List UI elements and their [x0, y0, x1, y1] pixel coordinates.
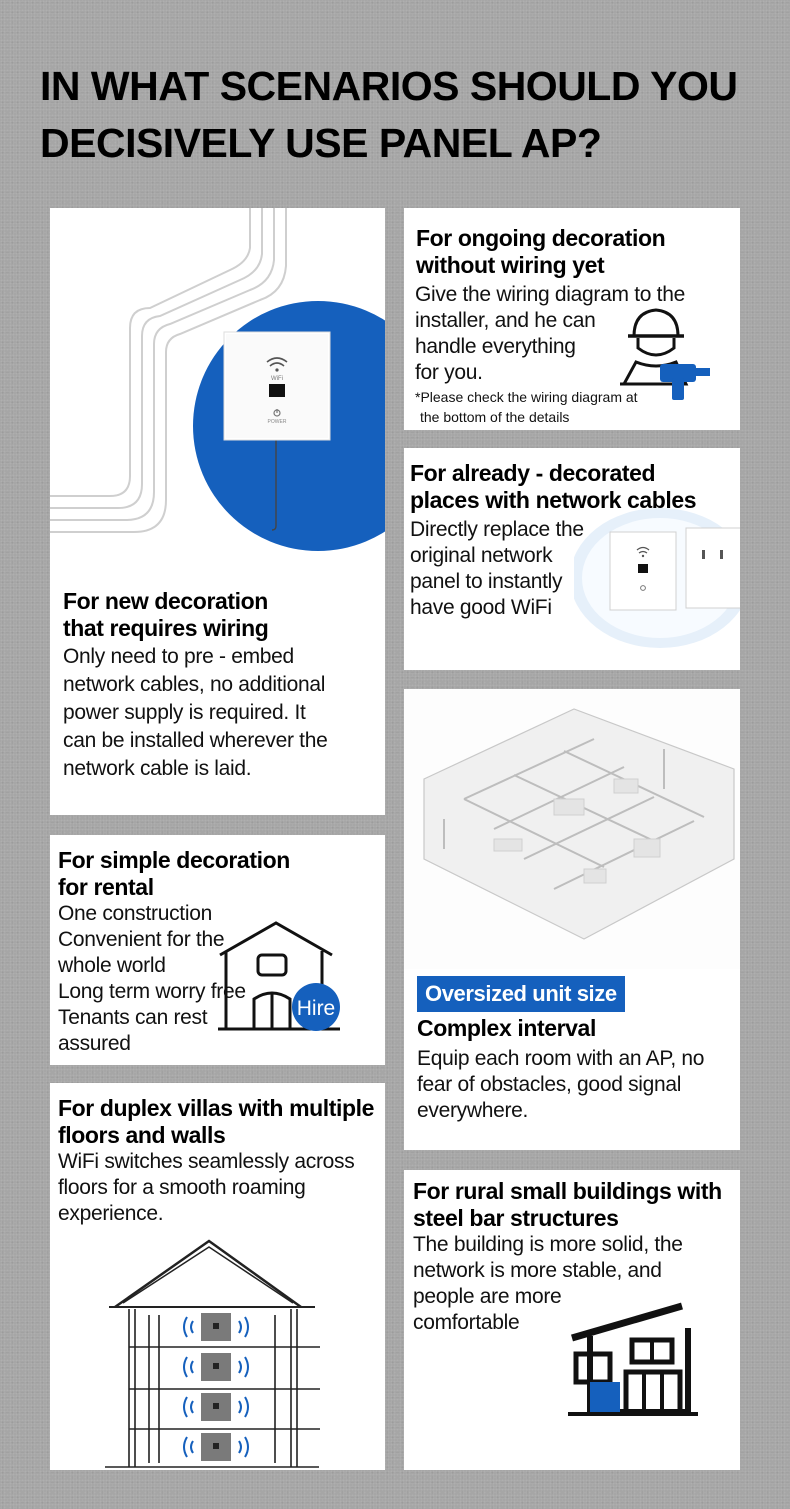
note-line: *Please check the wiring diagram at — [415, 389, 638, 405]
card-oversized-unit — [404, 689, 740, 1150]
card-duplex-body — [58, 1149, 384, 1227]
card-decorated-heading-line-2: places with network cables — [410, 487, 697, 513]
floorplan-3d-illustration — [404, 689, 740, 969]
card-new-heading-line-2: that requires wiring — [63, 615, 269, 641]
card-rental — [50, 835, 385, 1065]
floor-ap-1 — [201, 1313, 231, 1341]
card-duplex-villas — [50, 1083, 385, 1470]
card-duplex-heading-line-2: floors and walls — [58, 1122, 226, 1148]
body-line: assured — [58, 1032, 131, 1055]
body-line: whole world — [58, 954, 166, 977]
body-line: original network — [410, 544, 553, 567]
page-title — [40, 58, 770, 172]
card-rural-heading-line-2: steel bar structures — [413, 1205, 619, 1231]
body-line: fear of obstacles, good signal — [417, 1073, 682, 1096]
card-rural-buildings — [404, 1170, 740, 1470]
body-line: panel to instantly — [410, 570, 563, 593]
body-line: network cables, no additional — [63, 673, 326, 696]
card-duplex-heading — [58, 1095, 384, 1149]
oversized-badge: Oversized unit size — [417, 976, 625, 1012]
card-ongoing-heading-line-2: without wiring yet — [416, 252, 605, 278]
card-new-decoration — [50, 208, 385, 815]
device-wifi-label: WiFi — [271, 376, 283, 382]
body-line: network is more stable, and — [413, 1259, 662, 1282]
page-title-line-1: IN WHAT SCENARIOS SHOULD YOU — [40, 63, 738, 109]
card-decorated-heading-line-1: For already - decorated — [410, 460, 656, 486]
body-line: experience. — [58, 1202, 164, 1225]
body-line: for you. — [415, 361, 483, 384]
body-line: have good WiFi — [410, 596, 552, 619]
wiring-illustration — [50, 208, 385, 568]
installer-worker-icon — [616, 304, 716, 402]
panel-ap-device — [224, 332, 330, 440]
body-line: Tenants can rest — [58, 1006, 208, 1029]
body-line: can be installed wherever the — [63, 729, 328, 752]
card-oversized-heading: Complex interval — [417, 1015, 596, 1041]
multi-floor-building-illustration — [105, 1235, 320, 1470]
body-line: One construction — [58, 902, 212, 925]
body-line: everywhere. — [417, 1099, 529, 1122]
body-line: The building is more solid, the — [413, 1233, 683, 1256]
card-new-body — [63, 643, 383, 783]
body-line: power supply is required. It — [63, 701, 306, 724]
card-decorated-heading — [410, 460, 740, 514]
body-line: Give the wiring diagram to the — [415, 283, 685, 306]
body-line: people are more — [413, 1285, 562, 1308]
body-line: Long term worry free — [58, 980, 246, 1003]
card-duplex-heading-line-1: For duplex villas with multiple — [58, 1095, 375, 1121]
floor-ap-2 — [201, 1353, 231, 1381]
body-line: floors for a smooth roaming — [58, 1176, 306, 1199]
building-icon — [564, 1288, 704, 1418]
body-line: WiFi switches seamlessly across — [58, 1150, 355, 1173]
body-line: network cable is laid. — [63, 757, 252, 780]
device-power-label: POWER — [267, 419, 287, 425]
card-rental-body — [58, 901, 298, 1057]
card-rural-heading — [413, 1178, 739, 1232]
card-ongoing-heading-line-1: For ongoing decoration — [416, 225, 666, 251]
body-line: Only need to pre - embed — [63, 645, 294, 668]
body-line: Directly replace the — [410, 518, 584, 541]
body-line: installer, and he can — [415, 309, 596, 332]
body-line: Convenient for the — [58, 928, 225, 951]
card-already-decorated — [404, 448, 740, 670]
page-title-line-2: DECISIVELY USE PANEL AP? — [40, 120, 602, 166]
note-line: the bottom of the details — [420, 409, 570, 425]
card-ongoing-heading — [416, 225, 736, 279]
card-new-heading — [63, 588, 373, 642]
floor-ap-3 — [201, 1393, 231, 1421]
card-rental-heading — [58, 847, 378, 901]
body-line: Equip each room with an AP, no — [417, 1047, 705, 1070]
card-ongoing-decoration — [404, 208, 740, 430]
card-rental-heading-line-2: for rental — [58, 874, 154, 900]
body-line: handle everything — [415, 335, 576, 358]
floor-ap-4 — [201, 1433, 231, 1461]
card-oversized-body — [417, 1046, 737, 1124]
card-decorated-body — [410, 517, 610, 621]
hire-label: Hire — [296, 997, 336, 1020]
card-rural-heading-line-1: For rural small buildings with — [413, 1178, 722, 1204]
card-rental-heading-line-1: For simple decoration — [58, 847, 290, 873]
card-new-heading-line-1: For new decoration — [63, 588, 268, 614]
body-line: comfortable — [413, 1311, 520, 1334]
